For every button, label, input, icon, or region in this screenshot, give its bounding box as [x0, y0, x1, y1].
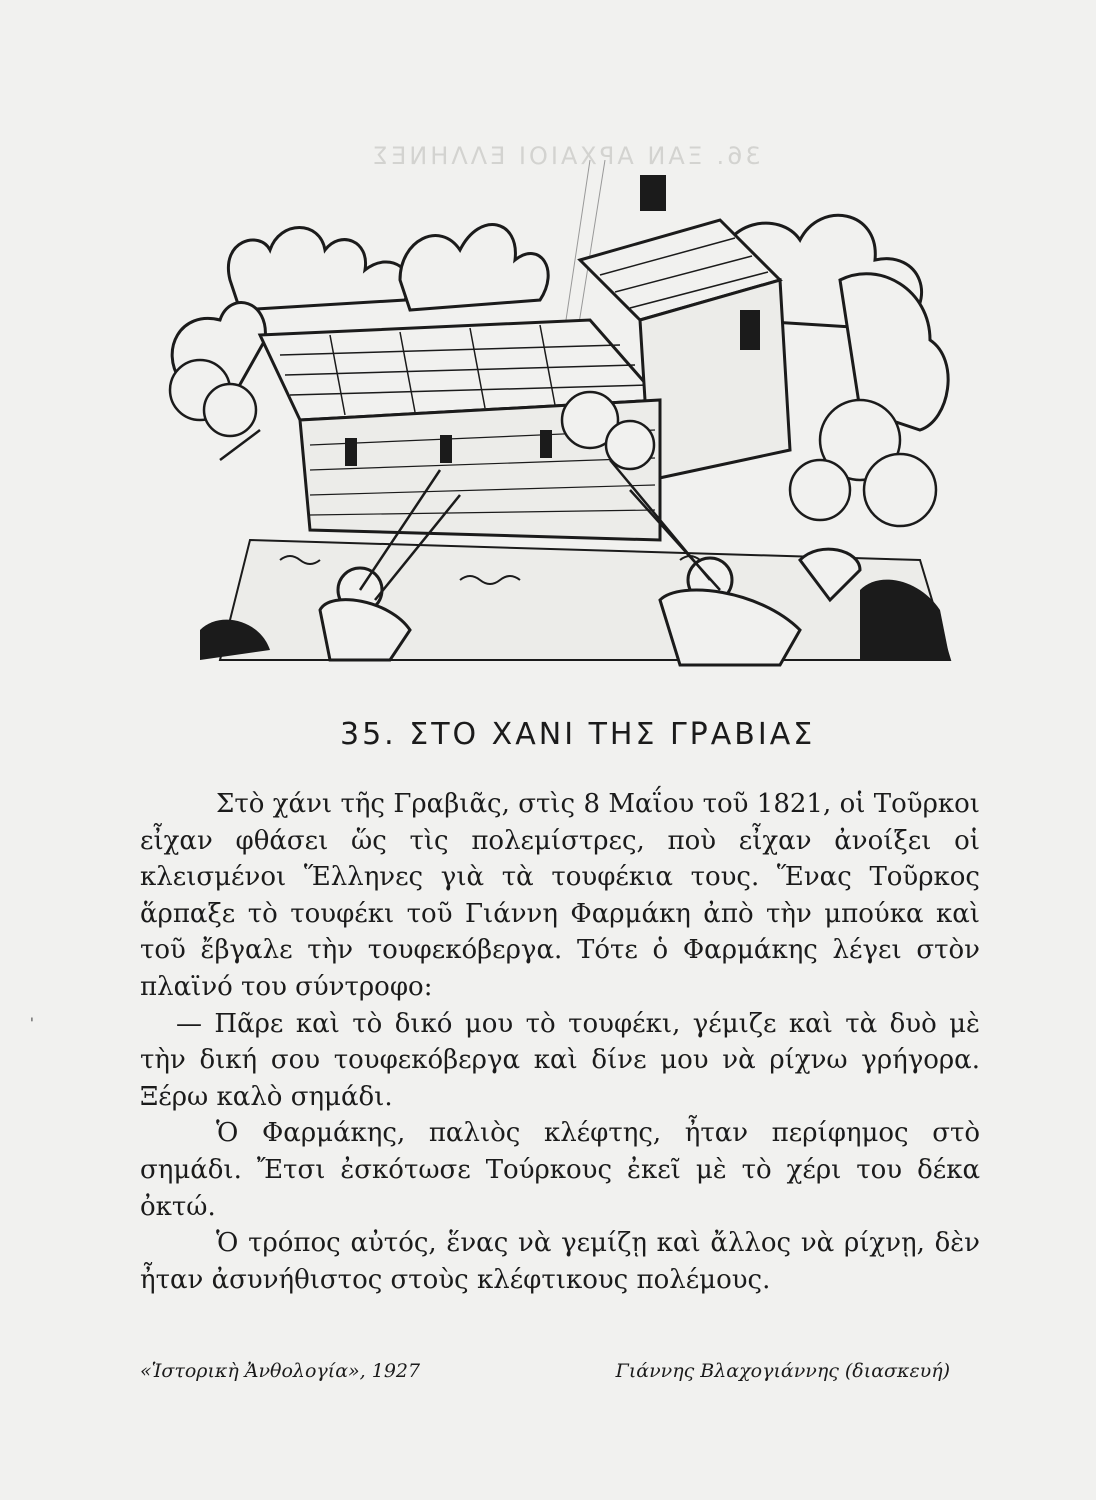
- margin-mark: ': [30, 1016, 34, 1032]
- paragraph: Ὁ τρόπος αὐτός, ἕνας νὰ γεμίζῃ καὶ ἄλλος νὰ ρίχνῃ, δὲν ἦταν ἀσυνήθιστος στοὺς κλέφτικους πολέμους.: [140, 1228, 980, 1295]
- paragraph: — Πᾶρε καὶ τὸ δικό μου τὸ τουφέκι, γέμιζε καὶ τὰ δυὸ μὲ τὴν δική σου τουφεκόβεργα καὶ δίνε μου νὰ ρίχνω γρήγορα. Ξέρω καλὸ σημάδι.: [140, 1008, 980, 1112]
- stone-inn-illustration: [160, 160, 960, 700]
- paragraph: Στὸ χάνι τῆς Γραβιᾶς, στὶς 8 Μαΐου τοῦ 1821, οἱ Τοῦρκοι εἶχαν φθάσει ὥς τὶς πολεμίστρες, ποὺ εἶχαν ἀνοίξει οἱ κλεισμένοι Ἕλληνες γιὰ τὰ τουφέκια τους. Ἕνας Τοῦρκος ἅρπαξε τὸ τουφέκι τοῦ Γιάννη Φαρμάκη ἀπὸ τὴν μπούκα καὶ τοῦ ἔβγαλε τὴν τουφεκόβεργα. Τότε ὁ Φαρμάκης λέγει στὸν πλαϊνό του σύντροφο:: [140, 789, 980, 1002]
- chapter-title: 35. ΣΤΟ ΧΑΝΙ ΤΗΣ ΓΡΑΒΙΑΣ: [340, 717, 816, 752]
- bleed-through-title: 36. ΞΑΝ ΑΡΧΑΙΟΙ ΕΛΛΗΝΕΣ: [370, 142, 761, 170]
- source-citation: «Ἱστορικὴ Ἀνθολογία», 1927: [140, 1360, 421, 1382]
- story-text: [140, 786, 980, 1298]
- author-credit: Γιάννης Βλαχογιάννης (διασκευή): [615, 1360, 950, 1382]
- paragraph: Ὁ Φαρμάκης, παλιὸς κλέφτης, ἦταν περίφημος στὸ σημάδι. Ἔτσι ἐσκότωσε Τούρκους ἐκεῖ μὲ τὸ χέρι του δέκα ὀκτώ.: [140, 1118, 980, 1222]
